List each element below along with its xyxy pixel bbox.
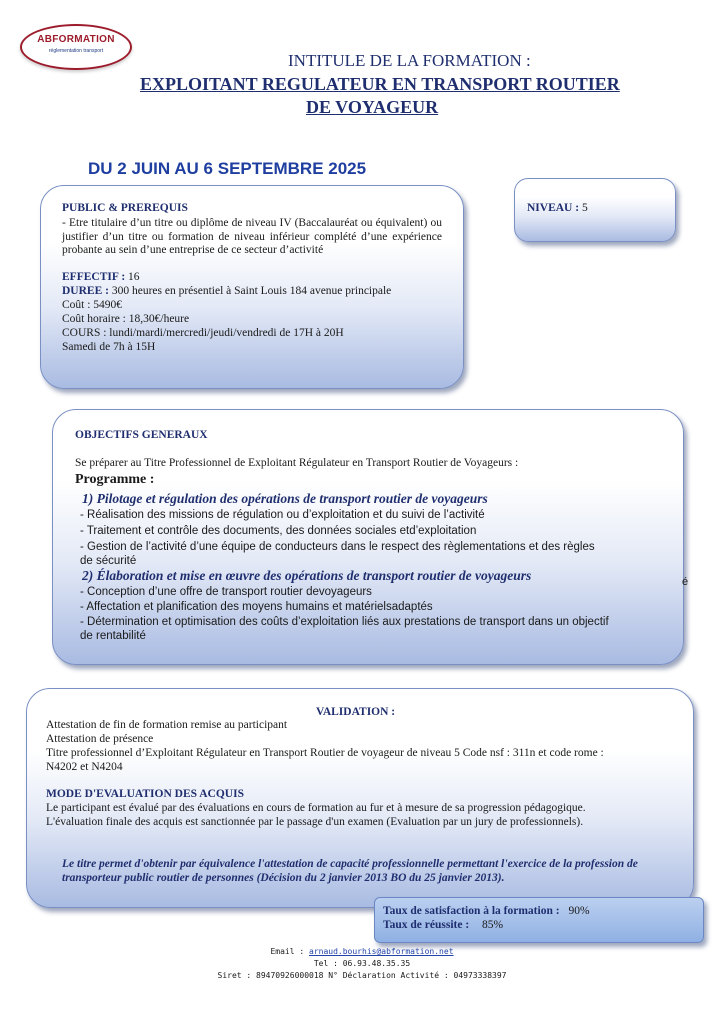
section-1-item: - Traitement et contrôle des documents, des données sociales etd’exploitation [80, 525, 477, 537]
validation-line: Attestation de fin de formation remise au participant [46, 719, 288, 731]
niveau-label: NIVEAU : [527, 202, 580, 214]
footer-tel: Tel : 06.93.48.35.35 [313, 959, 411, 968]
satisfaction-line [383, 905, 590, 919]
training-dates: DU 2 JUIN AU 6 SEPTEMBRE 2025 [88, 159, 367, 178]
footer-email-line [0, 947, 724, 956]
validation-line: Attestation de présence [46, 733, 154, 745]
stray-character: é [682, 576, 689, 588]
mode-evaluation-line: Le participant est évalué par des évaluations en cours de formation au fur et à mesure de sa progression pédagogique. [46, 802, 586, 814]
section-1-title: 1) Pilotage et régulation des opérations de transport routier de voyageurs [82, 491, 488, 506]
satisfaction-value: 90% [568, 905, 590, 917]
objectifs-heading: OBJECTIFS GENERAUX [75, 429, 208, 441]
reussite-label: Taux de réussite : [383, 919, 470, 931]
section-2-item: - Conception d’une offre de transport routier devoyageurs [80, 586, 372, 598]
section-2-item: - Détermination et optimisation des coûts d’exploitation liés aux prestations de transport dans un objectif de rentabilité [80, 616, 609, 643]
validation-line: Titre professionnel d’Exploitant Régulateur en Transport Routier de voyageur de niveau 5 Code nsf : 311n et code rome : N4202 et N4204 [46, 747, 604, 773]
section-1-item: - Gestion de l’activité d’une équipe de conducteurs dans le respect des règlementations et des règles de sécurité [80, 541, 595, 568]
duree-label: DUREE : [62, 285, 109, 297]
section-2-item: - Affectation et planification des moyens humains et matérielsadaptés [80, 601, 433, 613]
public-heading: PUBLIC & PREREQUIS [62, 202, 188, 214]
title-line-3: DE VOYAGEUR [306, 97, 439, 117]
effectif-label: EFFECTIF : [62, 271, 126, 283]
cours-schedule: COURS : lundi/mardi/mercredi/jeudi/vendredi de 17H à 20H [62, 327, 344, 339]
title-line-1: INTITULE DE LA FORMATION : [288, 51, 531, 70]
section-1-item: - Réalisation des missions de régulation ou d’exploitation et du suivi de l’activité [80, 509, 485, 521]
objectifs-intro: Se préparer au Titre Professionnel de Exploitant Régulateur en Transport Routier de Voyageurs : [75, 457, 519, 469]
public-text: - Etre titulaire d’un titre ou diplôme de niveau IV (Baccalauréat ou équivalent) ou justifier d’un titre ou formation de niveau inférieur complété d’une expérience probante au sein d’une entreprise de ce secteur d’activité [62, 217, 442, 256]
cout-horaire: Coût horaire : 18,30€/heure [62, 313, 190, 325]
logo-brand: ABFORMATION [37, 34, 115, 45]
footer-siret: Siret : 89470926000018 N° Déclaration Activité : 04973338397 [217, 971, 507, 980]
company-logo [20, 24, 132, 70]
niveau-line [527, 202, 588, 216]
duree-line [62, 285, 391, 299]
samedi-schedule: Samedi de 7h à 15H [62, 341, 156, 353]
reussite-value: 85% [482, 919, 504, 931]
footer-email-link[interactable]: arnaud.bourhis@abformation.net [309, 947, 454, 956]
equivalence-note: Le titre permet d'obtenir par équivalence l'attestation de capacité professionnelle permettant l'exercice de la profession de transporteur public routier de personnes (Décision du 2 janvier 2013 BO du 25 janvier 2013). [62, 858, 638, 884]
logo-tagline: réglementation transport [48, 48, 104, 54]
footer-email-label: Email : [270, 947, 310, 956]
mode-evaluation-heading: MODE D'EVALUATION DES ACQUIS [46, 788, 244, 800]
title-line-2: EXPLOITANT REGULATEUR EN TRANSPORT ROUTIER [140, 74, 620, 94]
validation-heading: VALIDATION : [316, 706, 396, 718]
satisfaction-label: Taux de satisfaction à la formation : [383, 905, 560, 917]
section-2-title: 2) Élaboration et mise en œuvre des opérations de transport routier de voyageurs [82, 568, 532, 583]
programme-label: Programme : [75, 472, 155, 487]
mode-evaluation-line: L'évaluation finale des acquis est sanctionnée par le passage d'un examen (Evaluation par un jury de professionnels). [46, 816, 584, 828]
effectif-line [62, 271, 140, 285]
cout: Coût : 5490€ [62, 299, 123, 311]
effectif-value: 16 [125, 271, 140, 283]
duree-value: 300 heures en présentiel à Saint Louis 184 avenue principale [108, 285, 392, 297]
niveau-value: 5 [579, 202, 588, 214]
reussite-line [383, 919, 503, 933]
